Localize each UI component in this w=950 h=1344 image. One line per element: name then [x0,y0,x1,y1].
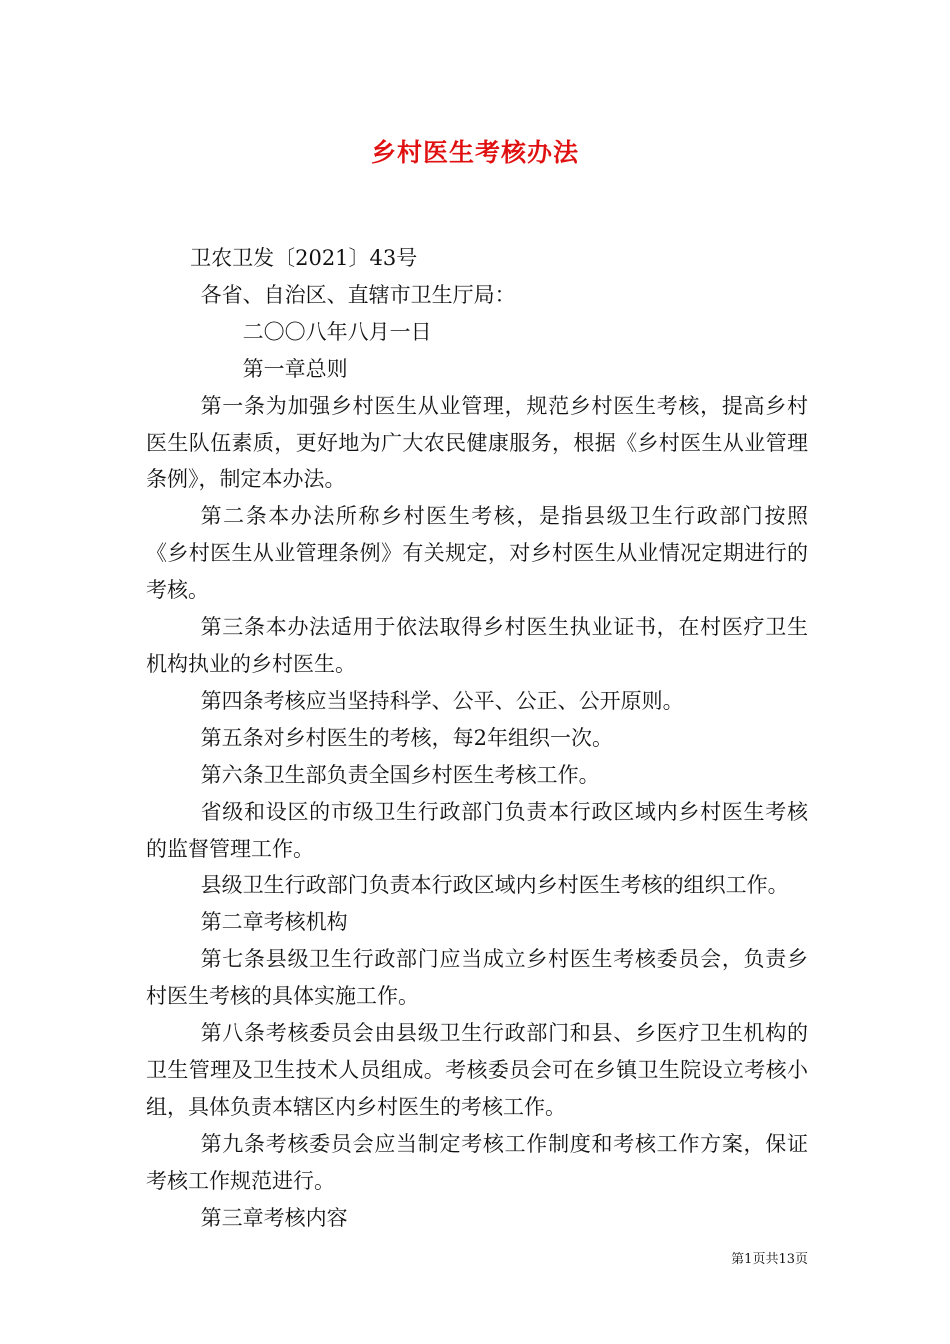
article-paragraph: 第六条卫生部负责全国乡村医生考核工作。 [200,762,600,787]
chapter-heading: 第一章总则 [242,356,348,381]
chapter-heading: 第二章考核机构 [200,910,348,935]
document-body [146,240,808,1236]
article-paragraph: 第四条考核应当坚持科学、公平、公正、公开原则。 [200,688,684,713]
article-paragraph: 第二条本办法所称乡村医生考核，是指县级卫生行政部门按照《乡村医生从业管理条例》有关规定，对乡村医生从业情况定期进行的考核。 [146,504,808,603]
document-number: 卫农卫发〔2021〕43号 [190,246,418,270]
article-paragraph: 第三条本办法适用于依法取得乡村医生执业证书，在村医疗卫生机构执业的乡村医生。 [146,615,808,676]
article-paragraph: 省级和设区的市级卫生行政部门负责本行政区域内乡村医生考核的监督管理工作。 [146,799,808,861]
issue-date: 二〇〇八年八月一日 [242,319,432,344]
article-paragraph: 第九条考核委员会应当制定考核工作制度和考核工作方案，保证考核工作规范进行。 [146,1131,808,1193]
addressee-line: 各省、自治区、直辖市卫生厅局： [200,282,516,307]
article-paragraph: 第七条县级卫生行政部门应当成立乡村医生考核委员会，负责乡村医生考核的具体实施工作。 [146,947,808,1009]
article-paragraph: 第一条为加强乡村医生从业管理，规范乡村医生考核，提高乡村医生队伍素质，更好地为广大农民健康服务，根据《乡村医生从业管理条例》，制定本办法。 [146,393,808,492]
article-paragraph: 第八条考核委员会由县级卫生行政部门和县、乡医疗卫生机构的卫生管理及卫生技术人员组成。考核委员会可在乡镇卫生院设立考核小组，具体负责本辖区内乡村医生的考核工作。 [146,1021,808,1119]
article-paragraph: 县级卫生行政部门负责本行政区域内乡村医生考核的组织工作。 [200,873,789,898]
page-indicator: 第1页共13页 [731,1252,808,1267]
chapter-heading: 第三章考核内容 [200,1205,348,1230]
article-paragraph: 第五条对乡村医生的考核，每2年组织一次。 [200,725,613,750]
page-title: 乡村医生考核办法 [370,138,579,167]
